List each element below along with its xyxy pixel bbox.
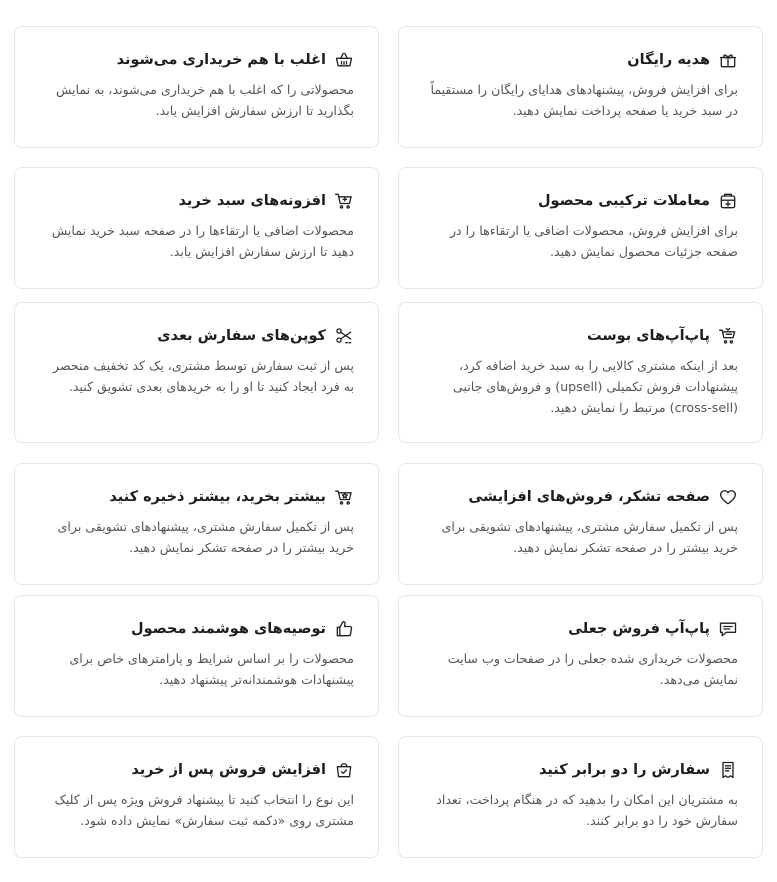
card-description: بعد از اینکه مشتری کالایی را به سبد خرید اضافه کرد، پیشنهادات فروش تکمیلی (upsell) و فروش‌های جانبی (cross-sell) مرتبط را نمایش دهید. [453,358,738,415]
feature-card-double-order[interactable] [398,736,763,858]
feature-card-buy-more-save-more[interactable] [14,463,379,585]
card-title: افزونه‌های سبد خرید [178,193,326,209]
gift-icon [718,50,738,70]
card-description: محصولات اضافی یا ارتقاءها را در صفحه سبد خرید نمایش دهید تا ارزش سفارش افزایش یابد. [51,223,354,259]
card-title: پاپ‌آپ فروش جعلی [568,621,710,637]
feature-card-thankyou-upsells[interactable] [398,463,763,585]
card-description: محصولات را بر اساس شرایط و پارامترهای خاص برای پیشنهادات هوشمندانه‌تر پیشنهاد دهید. [69,651,354,687]
shopping-bag-check-icon [334,760,354,780]
scissors-coupon-icon [334,326,354,346]
card-description: پس از تکمیل سفارش مشتری، پیشنهادهای تشویقی برای خرید بیشتر را در صفحه تشکر نمایش دهید. [57,519,354,555]
card-title: معاملات ترکیبی محصول [537,193,710,209]
card-description: محصولاتی را که اغلب با هم خریداری می‌شوند، به نمایش بگذارید تا ارزش سفارش افزایش یابد. [55,82,354,118]
card-title: صفحه تشکر، فروش‌های افزایشی [468,489,710,505]
card-description: به مشتریان این امکان را بدهید که در هنگام پرداخت، تعداد سفارش خود را دو برابر کنند. [436,792,738,828]
feature-card-smart-recommendations[interactable] [14,595,379,717]
card-description: محصولات خریداری شده جعلی را در صفحات وب سایت نمایش می‌دهد. [447,651,738,687]
card-title: کوپن‌های سفارش بعدی [157,328,326,344]
message-icon [718,619,738,639]
heart-icon [718,487,738,507]
card-title: توصیه‌های هوشمند محصول [131,621,326,637]
receipt-icon [718,760,738,780]
box-plus-icon [718,191,738,211]
cart-star-icon [334,487,354,507]
feature-card-fake-sales-popup[interactable] [398,595,763,717]
card-title: افزایش فروش پس از خرید [131,762,326,778]
feature-card-next-order-coupons[interactable] [14,302,379,443]
feature-card-boost-popups[interactable] [398,302,763,443]
card-title: بیشتر بخرید، بیشتر ذخیره کنید [109,489,326,505]
card-description: پس از ثبت سفارش توسط مشتری، یک کد تخفیف منحصر به فرد ایجاد کنید تا او را به خریدهای بعدی تشویق کنید. [53,358,354,394]
basket-icon [334,50,354,70]
cart-plus-icon [334,191,354,211]
feature-card-cart-addons[interactable] [14,167,379,289]
thumbs-up-icon [334,619,354,639]
feature-card-free-gift[interactable] [398,26,763,148]
card-description: برای افزایش فروش، محصولات اضافی یا ارتقاءها را در صفحه جزئیات محصول نمایش دهید. [449,223,738,259]
card-title: اغلب با هم خریداری می‌شوند [116,52,326,68]
card-description: پس از تکمیل سفارش مشتری، پیشنهادهای تشویقی برای خرید بیشتر را در صفحه تشکر نمایش دهید. [441,519,738,555]
card-description: برای افزایش فروش، پیشنهادهای هدایای رایگان را مستقیماً در سبد خرید یا صفحه پرداخت نمایش دهید. [430,82,738,118]
popup-icon [718,326,738,346]
card-title: هدیه رایگان [627,52,710,68]
feature-card-frequently-bought[interactable] [14,26,379,148]
card-title: پاپ‌آپ‌های بوست [587,328,710,344]
card-description: این نوع را انتخاب کنید تا پیشنهاد فروش ویژه پس از کلیک مشتری روی «دکمه ثبت سفارش» نمایش داده شود. [54,792,354,828]
feature-card-product-bundles[interactable] [398,167,763,289]
card-title: سفارش را دو برابر کنید [538,762,710,778]
feature-card-post-purchase-upsell[interactable] [14,736,379,858]
